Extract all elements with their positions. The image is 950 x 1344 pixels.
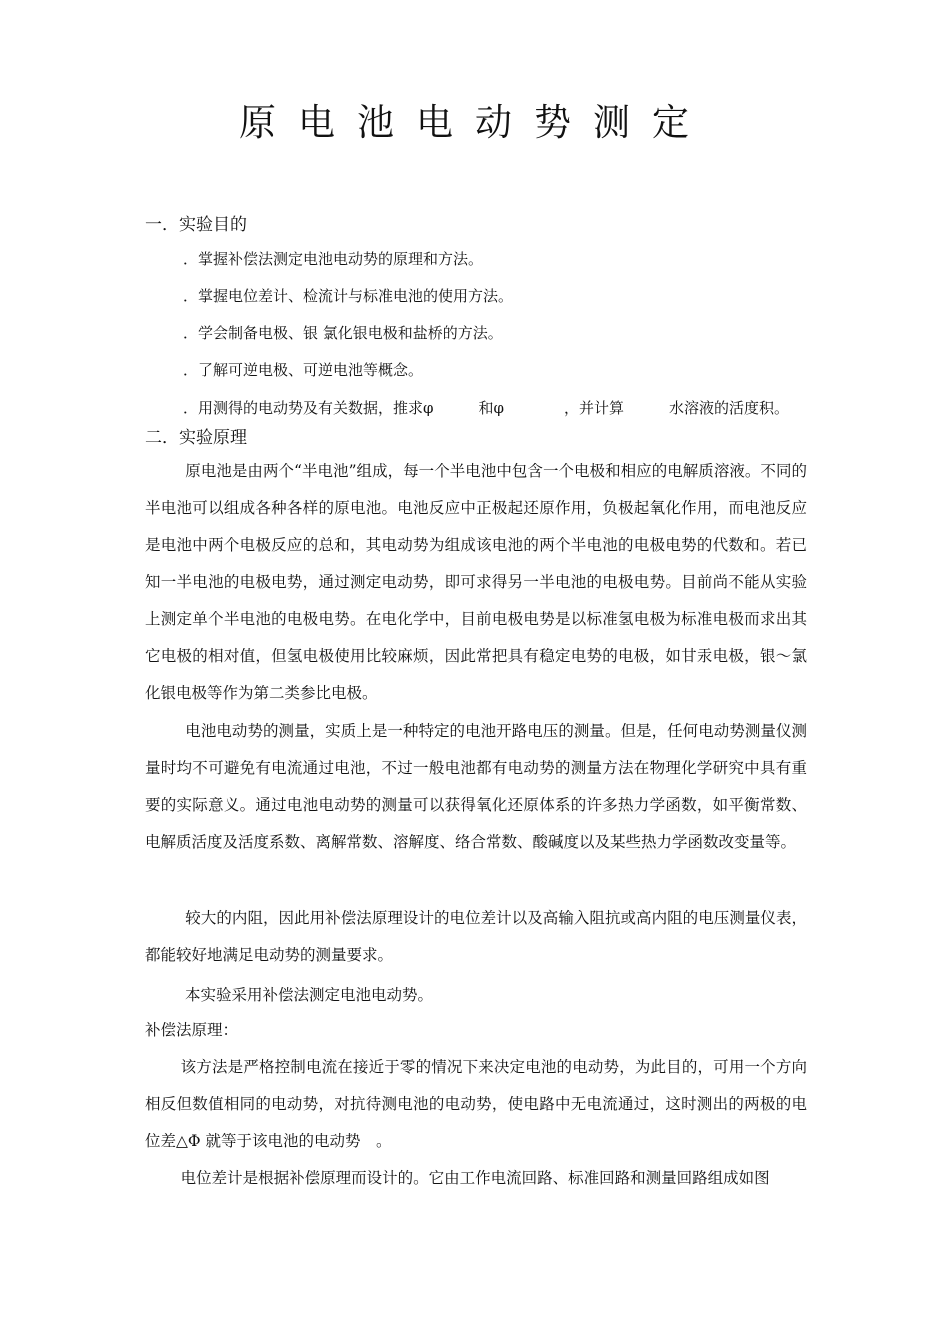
section-heading-principle: 二．实验原理 [145, 428, 247, 448]
purpose-item-3: ．学会制备电极、银 氯化银电极和盐桥的方法。 [183, 324, 503, 342]
purpose-item-2: ．掌握电位差计、检流计与标准电池的使用方法。 [183, 287, 514, 305]
page-title: 原电池电动势测定 [239, 101, 711, 144]
purpose-item-5: ．用测得的电动势及有关数据，推求φ 和φ ，并计算 水溶液的活度积。 [183, 399, 790, 417]
principle-paragraph-3: 较大的内阻，因此用补偿法原理设计的电位差计以及高输入阻抗或高内阻的电压测量仪表，都能较好地满足电动势的测量要求。 [145, 909, 807, 964]
section-heading-purpose: 一．实验目的 [145, 215, 247, 235]
potentiometer-paragraph: 电位差计是根据补偿原理而设计的。它由工作电流回路、标准回路和测量回路组成如图 [180, 1169, 770, 1187]
compensation-label: 补偿法原理： [145, 1021, 239, 1039]
compensation-paragraph: 该方法是严格控制电流在接近于零的情况下来决定电池的电动势，为此目的，可用一个方向相反但数值相同的电动势，对抗待测电池的电动势，使电路中无电流通过，这时测出的两极的电位差△Φ 就等于该电池的电动势 。 [145, 1058, 807, 1150]
principle-paragraph-2: 电池电动势的测量，实质上是一种特定的电池开路电压的测量。但是，任何电动势测量仪测量时均不可避免有电流通过电池，不过一般电池都有电动势的测量方法在物理化学研究中具有重要的实际意义。通过电池电动势的测量可以获得氧化还原体系的许多热力学函数，如平衡常数、电解质活度及活度系数、离解常数、溶解度、络合常数、酸碱度以及某些热力学函数改变量等。 [145, 722, 807, 851]
purpose-item-1: ．掌握补偿法测定电池电动势的原理和方法。 [183, 250, 484, 268]
purpose-item-4: ．了解可逆电极、可逆电池等概念。 [183, 361, 424, 379]
method-line: 本实验采用补偿法测定电池电动势。 [185, 986, 434, 1004]
principle-paragraph-1: 原电池是由两个“半电池”组成，每一个半电池中包含一个电极和相应的电解质溶液。不同的半电池可以组成各种各样的原电池。电池反应中正极起还原作用，负极起氧化作用，而电池反应是电池中两个电极反应的总和，其电动势为组成该电池的两个半电池的电极电势的代数和。若已知一半电池的电极电势，通过测定电动势，即可求得另一半电池的电极电势。目前尚不能从实验上测定单个半电池的电极电势。在电化学中，目前电极电势是以标准氢电极为标准电极而求出其它电极的相对值，但氢电极使用比较麻烦，因此常把具有稳定电势的电极，如甘汞电极，银～氯化银电极等作为第二类参比电极。 [145, 462, 807, 702]
